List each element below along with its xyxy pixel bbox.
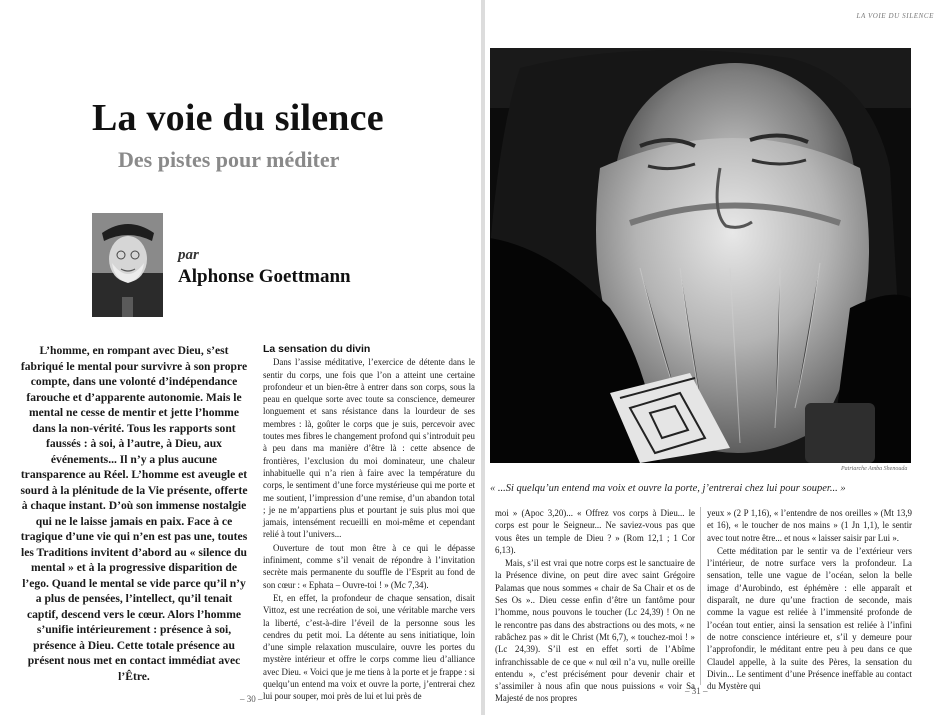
body-paragraph: Dans l’assise méditative, l’exercice de détente dans le sentir du corps, une fois que l’on a atteint une certaine profondeur et un bien-être à entrer dans son corps, sous la peau en quelque sorte avec toute sa conscience, demeurer longuement et sans résistance dans la lourdeur de ses membres : là, goûter le corps que je suis, percevoir avec toutes mes fibres le changement profond qui s’introduit peu à peu dans ma manière d’être là : cette absence de frontières, l’exclusion du moi dominateur, une chaleur inhabituelle qui n’a rien à faire avec la température du corps, le sentiment d’une force mystérieuse qui me porte et me soutient, l’impression d’une remise, d’un abandon total ; je ne m’appartiens plus et pourtant je suis plus moi que jamais, intensément recueilli en moi-même et cependant relié à tout l’univers... [263,357,475,540]
right-page [485,0,950,715]
pull-quote: « ...Si quelqu’un entend ma voix et ouvre la porte, j’entrerai chez lui pour souper... » [490,483,846,494]
page-number: – 30 – [240,694,263,704]
page-number: – 31 – [685,686,708,696]
author-name: Alphonse Goettmann [178,266,351,287]
article-title: La voie du silence [92,97,384,139]
article-subtitle: Des pistes pour méditer [118,147,340,172]
running-head: LA VOIE DU SILENCE [856,12,934,20]
body-paragraph: Mais, s’il est vrai que notre corps est le sanctuaire de la Présence divine, on peut dire avec saint Grégoire Palamas que nous sommes « chair de Sa Chair et os de Ses Os ».. Dieu cesse enfin d’être un fantôme pour l’homme, nous pouvons le toucher (Lc 24,39) ! On ne le rencontre pas dans des abstractions ou des mots, « ne rabâchez pas » dit le Christ (Mt 6,7), « touchez-moi ! » (Lc 24,39). S’il est en effet sorti de l’Abîme infranchissable de ce que « nul œil n’a vu, nulle oreille entendu », c’est précisément pour devenir chair et s’assimiler à nous afin que nous puissions « voir Sa Majesté de nos propres [495,558,695,704]
patriarch-photo [490,48,911,463]
author-portrait-image [92,213,163,317]
body-paragraph: Cette méditation par le sentir va de l’extérieur vers l’intérieur, de notre surface vers la profondeur. La sensation, telle une vague de l’océan, selon la belle image d’Aurobindo, est éphémère : elle apparaît et disparaît, ne dure qu’une fraction de seconde, mais comme la vague est reliée à l’immensité profonde de l’océan tout entier, ainsi la sensation est reliée à l’infini de notre conscience intérieure et, s’il y demeure pour l’approfondir, le méditant entre peu à peu dans ce que Claudel appelle, à la suite des Pères, la sensation du Divin... Le sentiment d’une Présence ineffable au contact du Mystère qui [707,545,912,692]
body-column-right-2 [707,507,912,692]
photo-caption: Patriarche Amba Shenouda [841,466,908,472]
byline-prefix: par [178,247,199,263]
intro-paragraph: L’homme, en rompant avec Dieu, s’est fabriqué le mental pour survivre à son propre compte, dans une volonté d’indépendance farouche et d’apparente autonomie. Mais le mental ne cesse de mentir et jette l’homme dans la non-vérité. Tous les rapports sont faussés : à soi, à l’autre, à Dieu, aux événements... Il n’y a plus aucune transparence au Réel. L’homme est aveugle et sourd à la plénitude de la Vie présente, offerte à chaque instant. D’où son immense nostalgie qui ne le laisse jamais en paix. Face à ce tragique d’une vie qui n’en est pas une, toutes les Traditions invitent d’abord au « silence du mental » et à la progressive disparition de l’ego. Quand le mental se vide parce qu’il n’y a plus de pensées, l’intellect, qu’il tenait captif, descend vers le cœur. Alors l’homme s’unifie intérieurement : présence à soi, présence à Dieu. Cette totale présence au présent nous met en contact immédiat avec l’Être. [20,344,248,683]
column-divider [700,507,701,685]
section-heading: La sensation du divin [263,343,371,355]
body-paragraph: yeux » (2 P 1,16), « l’entendre de nos oreilles » (Mt 13,9 et 16), « le toucher de nos mains » (1 Jn 1,1), le sentir avec tout notre être... et nous « laisser saisir par Lui ». [707,508,912,543]
body-paragraph: moi » (Apoc 3,20)... « Offrez vos corps à Dieu... le corps est pour le Seigneur... Ne saviez-vous pas que vous êtes un temple de Dieu ? » (Rom 12,1 ; 1 Cor 6,13). [495,508,695,555]
body-column-right-1 [495,507,695,704]
body-paragraph: Ouverture de tout mon être à ce qui le dépasse infiniment, comme s’il venait de répondre à l’invitation secrète mais permanente du souffle de l’Esprit au fond de son cœur : « Ephata – Ouvre-toi ! » (Mc 7,34). [263,542,475,590]
body-paragraph: Et, en effet, la profondeur de chaque sensation, disait Vittoz, est une recréation de soi, une véritable marche vers la liberté, c’est-à-dire l’éveil de la personne sous les cendres du petit moi. La détente au sens initiatique, loin d’une simple relaxation musculaire, ouvre les portes du mystère intérieur et offre le corps comme lieu d’alliance avec Dieu. « Voici que je me tiens à la porte et je frappe : si quelqu’un entend ma voix et ouvre la porte, j’entrerai chez lui pour souper, moi près de lui et lui près de [263,592,475,702]
body-column [263,343,475,702]
